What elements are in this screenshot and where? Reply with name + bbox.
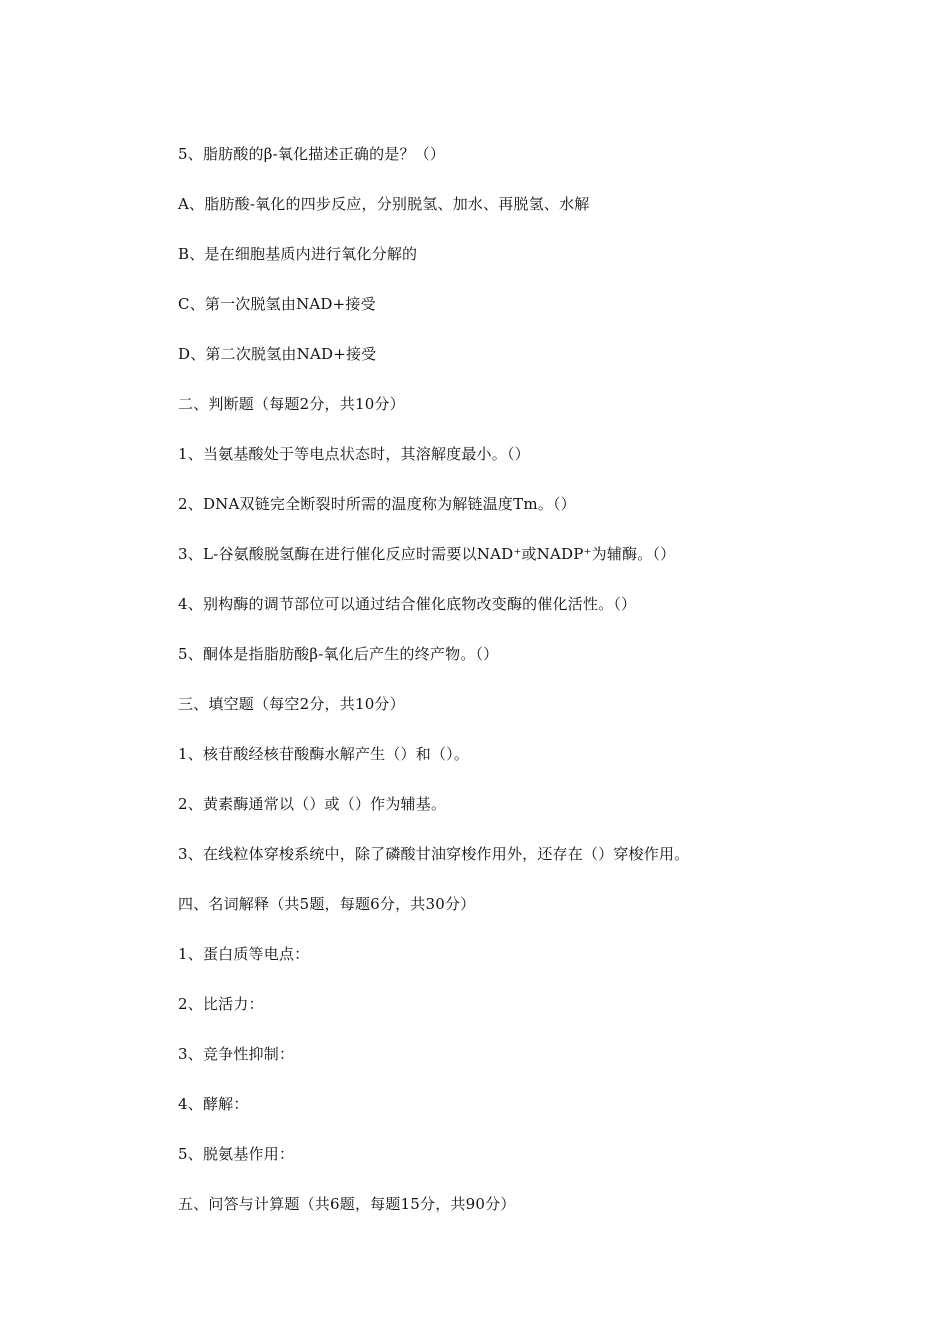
true-false-item-5: 5、酮体是指脂肪酸β-氧化后产生的终产物。（） [178, 645, 499, 663]
definition-item-4: 4、酵解： [178, 1095, 249, 1113]
fill-blank-item-3: 3、在线粒体穿梭系统中，除了磷酸甘油穿梭作用外，还存在（）穿梭作用。 [178, 845, 690, 863]
section-heading-qa: 五、问答与计算题（共6题，每题15分，共90分） [178, 1195, 516, 1213]
definition-item-1: 1、蛋白质等电点： [178, 945, 310, 963]
option-b: B、是在细胞基质内进行氧化分解的 [178, 245, 418, 263]
fill-blank-item-2: 2、黄素酶通常以（）或（）作为辅基。 [178, 795, 447, 813]
section-heading-true-false: 二、判断题（每题2分，共10分） [178, 395, 405, 413]
document-body [178, 140, 878, 1240]
true-false-item-1: 1、当氨基酸处于等电点状态时，其溶解度最小。（） [178, 445, 530, 463]
definition-item-3: 3、竞争性抑制： [178, 1045, 295, 1063]
definition-item-5: 5、脱氨基作用： [178, 1145, 295, 1163]
section-heading-definitions: 四、名词解释（共5题，每题6分，共30分） [178, 895, 476, 913]
question-5-stem: 5、脂肪酸的β-氧化描述正确的是？（） [178, 145, 446, 163]
true-false-item-4: 4、别构酶的调节部位可以通过结合催化底物改变酶的催化活性。（） [178, 595, 637, 613]
definition-item-2: 2、比活力： [178, 995, 264, 1013]
option-a: A、脂肪酸-氧化的四步反应，分别脱氢、加水、再脱氢、水解 [178, 195, 590, 213]
true-false-item-2: 2、DNA双链完全断裂时所需的温度称为解链温度Tm。（） [178, 495, 576, 513]
section-heading-fill-blank: 三、填空题（每空2分，共10分） [178, 695, 405, 713]
fill-blank-item-1: 1、核苷酸经核苷酸酶水解产生（）和（）。 [178, 745, 470, 763]
option-c: C、第一次脱氢由NAD+接受 [178, 295, 376, 313]
option-d: D、第二次脱氢由NAD+接受 [178, 345, 377, 363]
true-false-item-3: 3、L-谷氨酸脱氢酶在进行催化反应时需要以NAD⁺或NADP⁺为辅酶。（） [178, 545, 676, 563]
